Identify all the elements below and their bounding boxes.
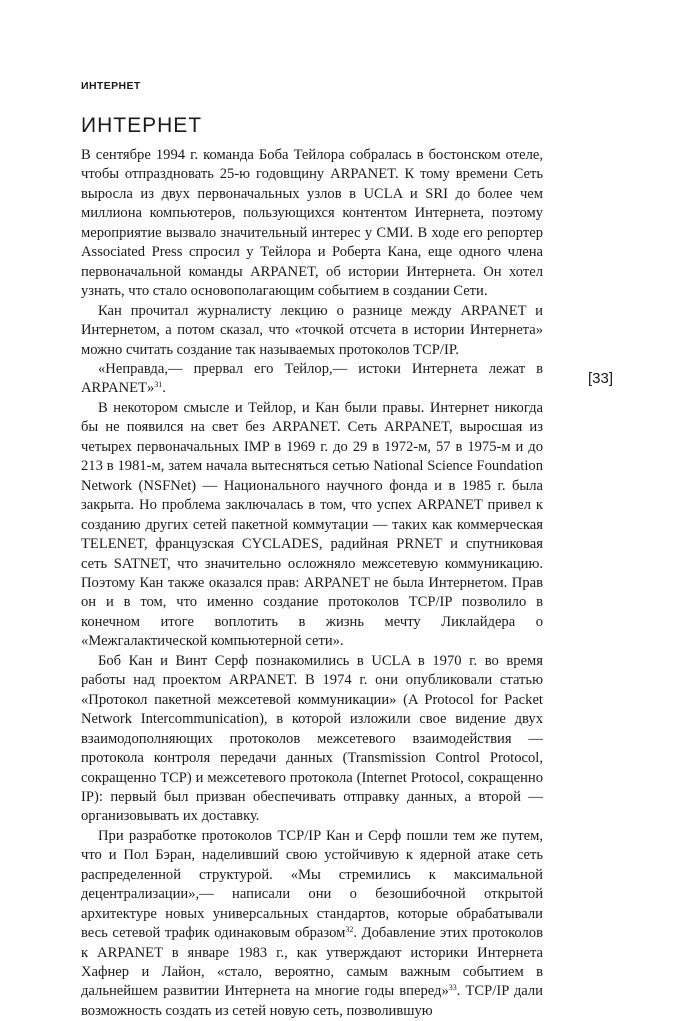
footnote-ref[interactable]: 32: [345, 925, 354, 935]
paragraph: [81, 827, 543, 1021]
paragraph-text: При разработке протоколов TCP/IP Кан и Серф пошли тем же путем, что и Пол Бэран, наделивший свою устойчивую к ядерной атаке сеть распределенной структурой. «Мы стремились к максимальной децентрализации»,— написали они о безошибочной открытой архитектуре новых универсальных стандартов, которые обрабатывали весь сетевой трафик одинаковым образом: [81, 827, 543, 942]
paragraph-text: . TCP/IP дали возможность создать из сетей новую сеть, позволившую: [81, 983, 543, 1019]
footnote-ref[interactable]: 33: [448, 983, 457, 993]
paragraph-text: . Добавление этих протоколов к ARPANET в январе 1983 г., как утверждают историки Интернета Хафнер и Лайон, «стало, вероятно, самым важным событием в дальнейшем развитии Интернета на многие годы вперед»: [81, 925, 543, 1000]
paragraph: [81, 302, 543, 360]
body-text: [81, 146, 543, 1021]
running-head: ИНТЕРНЕТ: [81, 80, 141, 92]
section-title: ИНТЕРНЕТ: [81, 114, 203, 137]
paragraph-text: «Неправда,— прервал его Тейлор,— истоки Интернета лежат в ARPANET»: [81, 360, 543, 397]
paragraph: [81, 146, 543, 302]
paragraph-text: В некотором смысле и Тейлор, и Кан были правы. Интернет никогда бы не появился на свет без ARPANET. Сеть ARPANET, выросшая из четырех первоначальных IMP в 1969 г. до 29 в 1972-м, 57 в 1975-м и до 213 в 1981-м, затем начала вытесняться сетью National Science Foundation Network (NSFNet) — Национального научного фонда и в 1985 г. была закрыта. Но проблема заключалась в том, что успех ARPANET привел к созданию других сетей пакетной коммутации — таких как коммерческая TELENET, французская CYCLADES, радийная PRNET и спутниковая сеть SATNET, что значительно осложняло межсетевую коммуникацию. Поэтому Кан также оказался прав: ARPANET не была Интернетом. Прав он и в том, что именно создание протоколов TCP/IP позволило в конечном итоге воплотить в жизнь мечту Ликлайдера о «Межгалактической компьютерной сети».: [81, 399, 543, 650]
page-number: [33]: [588, 370, 614, 387]
paragraph: [81, 652, 543, 827]
paragraph-text: Боб Кан и Винт Серф познакомились в UCLA в 1970 г. во время работы над проектом ARPANET. В 1974 г. они опубликовали статью «Протокол пакетной межсетевой коммуникации» (A Protocol for Packet Network Intercommunication), в которой изложили свое видение двух взаимодополняющих протоколов межсетевого взаимодействия — протокола контроля передачи данных (Transmission Control Protocol, сокращенно TCP) и межсетевого протокола (Internet Protocol, сокращенно IP): первый был призван обеспечивать отправку данных, а второй — организовывать их доставку.: [81, 652, 543, 825]
footnote-ref[interactable]: 31: [154, 380, 163, 390]
paragraph: «Неправда,— прервал его Тейлор,— истоки Интернета лежат в ARPANET»$^{31}$.: [81, 360, 543, 397]
paragraph-text: В сентябре 1994 г. команда Боба Тейлора собралась в бостонском отеле, чтобы отпраздновать 25-ю годовщину ARPANET. К тому времени Сеть выросла из двух первоначальных узлов в UCLA и SRI до более чем миллиона компьютеров, пользующихся контентом Интернета, поэтому мероприятие вызвало значительный интерес у СМИ. В ходе его репортер Associated Press спросил у Тейлора и Роберта Кана, еще одного члена первоначальной команды ARPANET, об истории Интернета. Он хотел узнать, что стало основополагающим событием в создании Сети.: [81, 147, 543, 300]
paragraph: [81, 399, 543, 652]
paragraph-text: Кан прочитал журналисту лекцию о разнице между ARPANET и Интернетом, а потом сказал, что «точкой отсчета в истории Интернета» можно считать создание так называемых протоколов TCP/IP.: [81, 302, 543, 358]
